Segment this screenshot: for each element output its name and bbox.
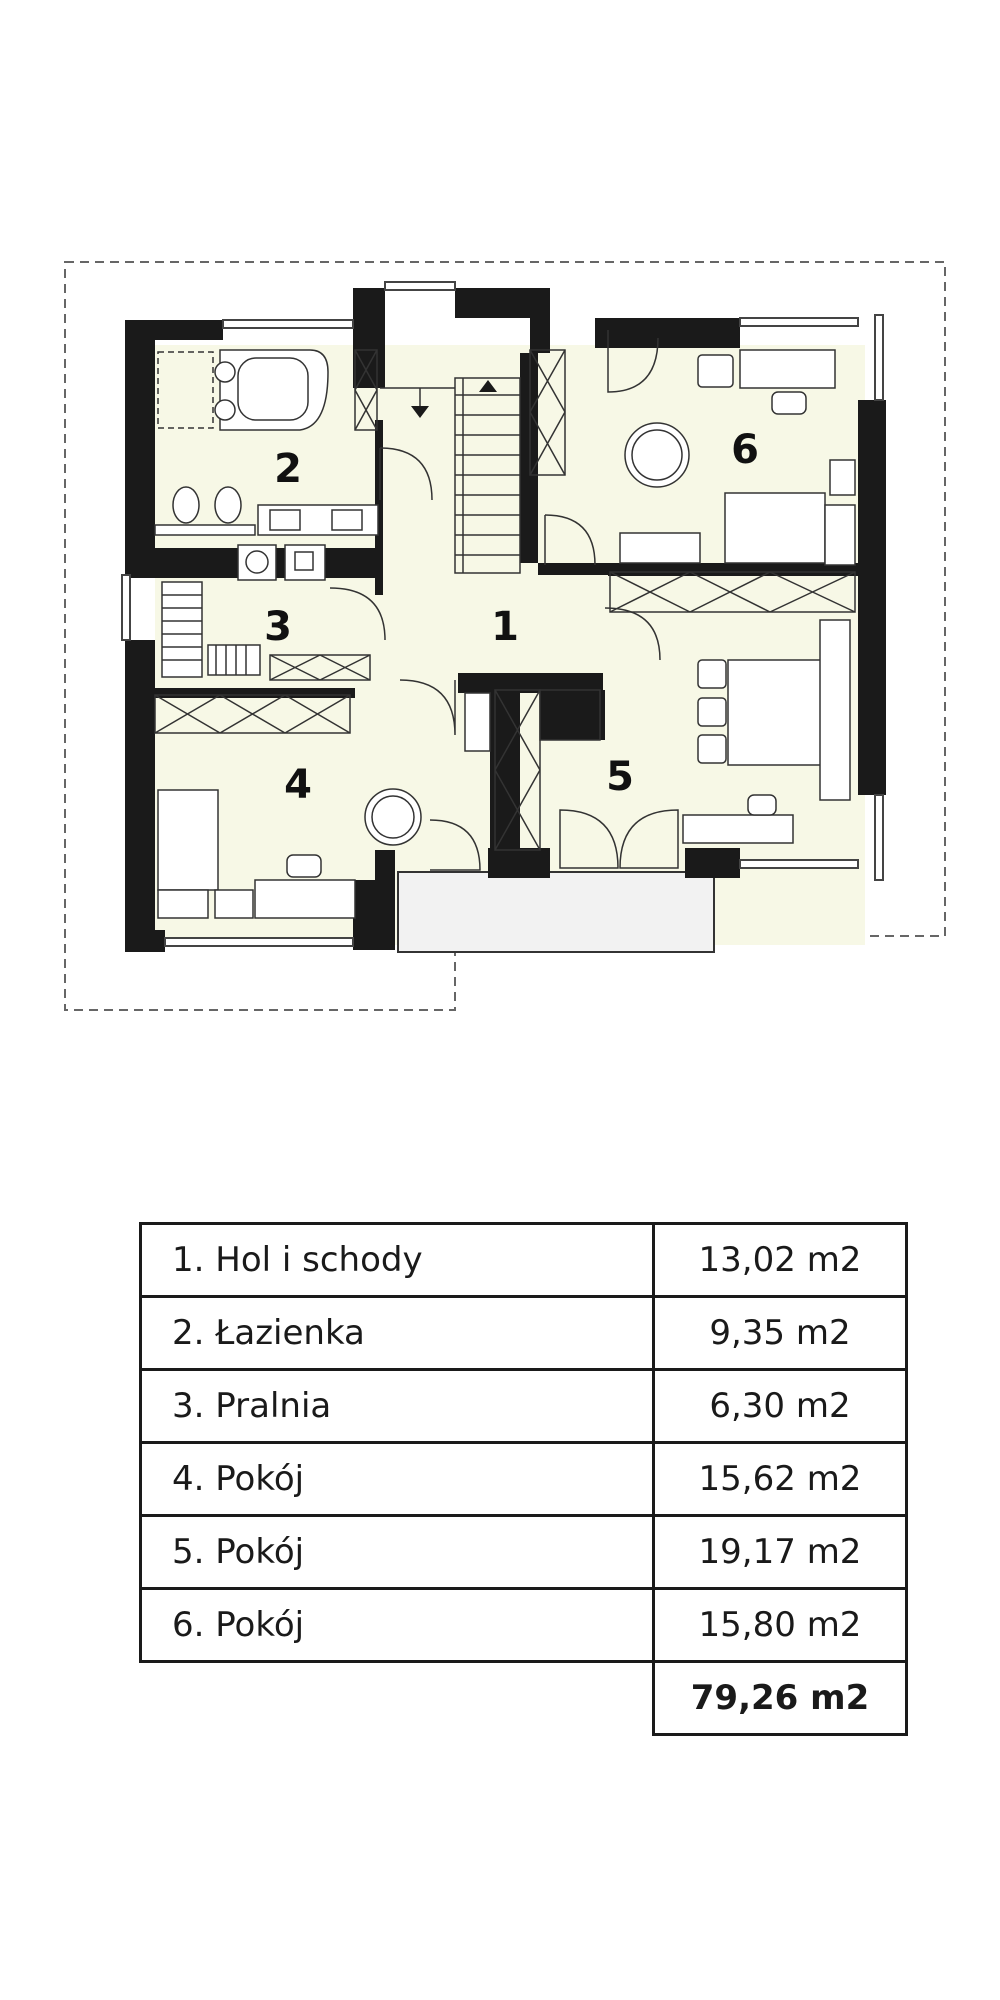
table-row bbox=[141, 1224, 907, 1297]
table-row bbox=[141, 1516, 907, 1589]
balcony bbox=[398, 872, 714, 952]
room-number-4: 4 bbox=[284, 762, 312, 808]
total-blank-cell bbox=[141, 1662, 654, 1735]
table-row bbox=[141, 1443, 907, 1516]
room-number-1: 1 bbox=[491, 604, 519, 650]
table-row bbox=[141, 1297, 907, 1370]
room-name: 6. Pokój bbox=[141, 1589, 654, 1662]
room-area: 19,17 m2 bbox=[654, 1516, 907, 1589]
room-area: 13,02 m2 bbox=[654, 1224, 907, 1297]
room-area: 9,35 m2 bbox=[654, 1297, 907, 1370]
room-name: 1. Hol i schody bbox=[141, 1224, 654, 1297]
table-row bbox=[141, 1589, 907, 1662]
room-name: 2. Łazienka bbox=[141, 1297, 654, 1370]
room-number-6: 6 bbox=[731, 427, 759, 473]
room-number-5: 5 bbox=[606, 754, 634, 800]
total-area: 79,26 m2 bbox=[654, 1662, 907, 1735]
room-area: 15,62 m2 bbox=[654, 1443, 907, 1516]
room-name: 3. Pralnia bbox=[141, 1370, 654, 1443]
room-number-3: 3 bbox=[264, 604, 292, 650]
room-area-table bbox=[139, 1222, 908, 1736]
table-row bbox=[141, 1370, 907, 1443]
room-name: 5. Pokój bbox=[141, 1516, 654, 1589]
room-number-2: 2 bbox=[274, 446, 302, 492]
room-area: 6,30 m2 bbox=[654, 1370, 907, 1443]
total-row bbox=[141, 1662, 907, 1735]
room-area: 15,80 m2 bbox=[654, 1589, 907, 1662]
room-name: 4. Pokój bbox=[141, 1443, 654, 1516]
